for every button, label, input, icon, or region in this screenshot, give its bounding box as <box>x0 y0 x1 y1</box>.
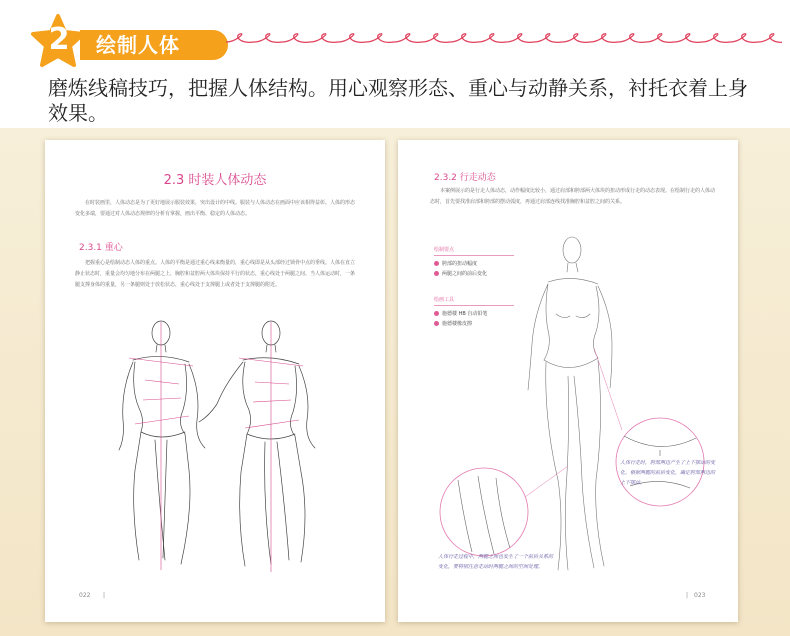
right-page-number: 023 <box>694 592 706 599</box>
right-page-body: 本案例展示的是行走人体动态，动作幅度比较小，通过肩部和胯部两大体块的扭动形成行走的动态表现。在绘制行走的人体动态时，首先要找准肩部和胯部的摆动弧度，再通过肩部连线找准胸腔和盆腔之间的关系。 <box>430 188 716 205</box>
section-number: 2 <box>48 22 70 57</box>
left-page <box>45 140 385 622</box>
walking-figure-illustration <box>398 230 738 590</box>
left-page-title: 2.3 时装人体动态 <box>163 173 267 188</box>
right-page-number-separator: | <box>686 592 689 599</box>
leg-motion-note: 人体行走过程中，两腿之间也发生了一个前后关系的变化，要特别注意走动时两腿之间的空间处理。 <box>438 554 554 570</box>
tip-item: 施德楼 HB 自动铅笔 <box>434 310 487 318</box>
curly-divider-icon <box>226 30 782 54</box>
right-page-subheading: 2.3.2 行走动态 <box>434 173 496 183</box>
right-page <box>398 140 738 622</box>
section-title: 绘制人体 <box>96 33 180 57</box>
tip-item: 胯部的扭动幅度 <box>434 260 477 268</box>
tip-heading-tools: 绘画工具 <box>434 297 455 303</box>
hip-motion-note: 人体行走时，胯部两边产生了上下摆动的变化。根据两腿的前后变化，确定胯部两边的上下摆动。 <box>620 460 716 486</box>
left-page-intro: 在时装画里，人体动态是为了更好地展示服装效果，突出设计的中线。服装与人体动态在画面中应该相得益彰。人体的形态变化多端，要通过对人体动态规律的分析有掌握，画出平衡、稳定的人体动态。 <box>75 200 356 217</box>
tip-item: 两腿之间的前后变化 <box>434 270 487 278</box>
left-page-number-separator: | <box>103 592 106 599</box>
left-page-subheading: 2.3.1 重心 <box>79 243 123 253</box>
section-header <box>0 0 790 125</box>
left-page-body: 把握重心是绘制动态人体的重点。人体的平衡是通过重心线来衡量的，重心线即是从头部经过锁骨中点的垂线。人体在直立静止状态时，重量会均匀地分布在两腿之上，胸腔和盆腔两大体块保持平行的状态，重心线处于两腿之间。当人体运动时，一条腿支撑身体的重量，另一条腿则处于放松状态，重心线处于支撑腿上或者处于支撑腿的附近。 <box>75 260 356 288</box>
balance-figure-illustration <box>105 320 335 582</box>
left-page-number: 022 <box>79 592 91 599</box>
section-description: 磨炼线稿技巧，把握人体结构。用心观察形态、重心与动静关系，衬托衣着上身效果。 <box>48 76 748 125</box>
tip-heading-key-points: 绘制要点 <box>434 247 455 253</box>
tip-item: 施德楼橡皮擦 <box>434 320 472 328</box>
